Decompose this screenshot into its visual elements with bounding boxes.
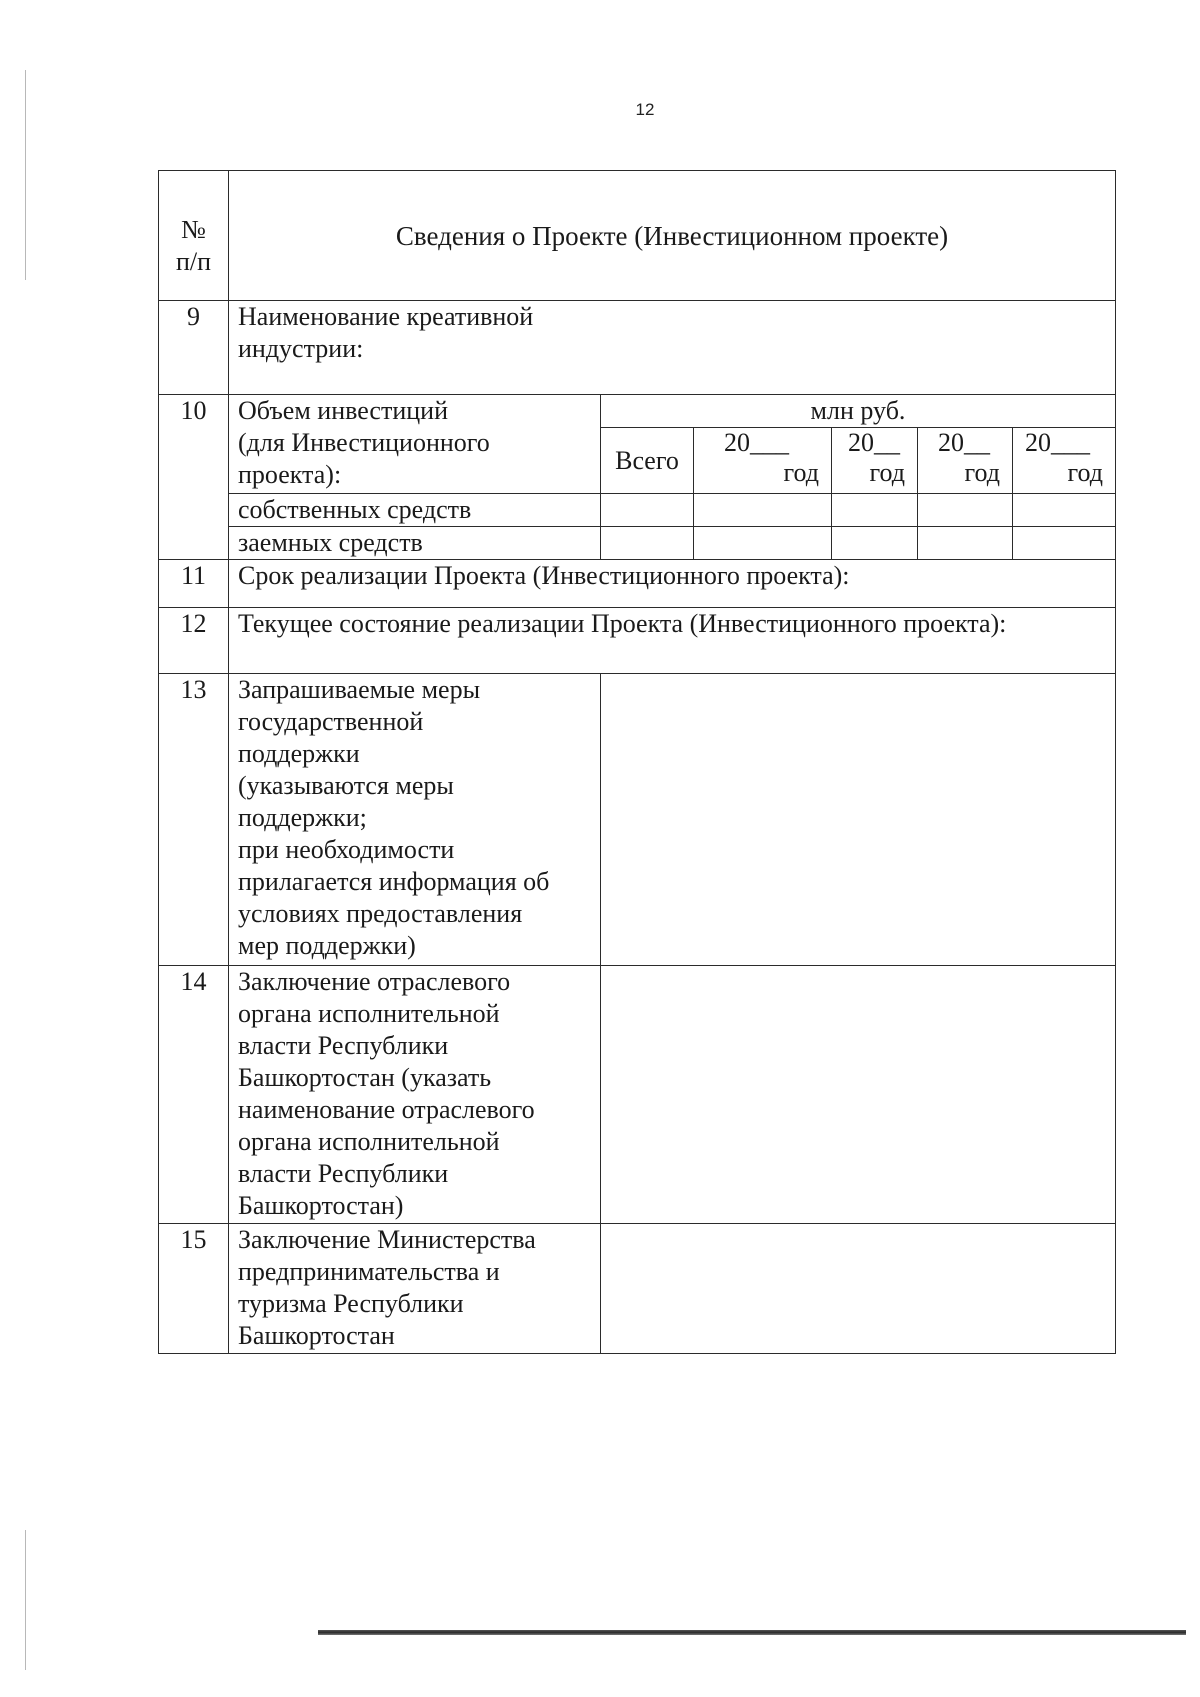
- year-column-2: [832, 428, 918, 494]
- label-line: проекта):: [238, 460, 342, 489]
- label-line: Наименование креативной: [238, 302, 534, 331]
- borrowed-funds-total: [601, 527, 694, 560]
- year-column-3: [918, 428, 1013, 494]
- row-13-label: [229, 674, 601, 966]
- header-num-abbr: п/п: [175, 246, 212, 276]
- label-line: Башкортостан (указать: [238, 1063, 492, 1092]
- label-line: Заключение отраслевого: [238, 967, 511, 996]
- row-number: 10: [159, 395, 229, 560]
- row-number: 11: [159, 560, 229, 608]
- label-line: Заключение Министерства: [238, 1225, 536, 1254]
- scan-edge-mark-bottom: [25, 1530, 26, 1670]
- total-header: Всего: [601, 428, 694, 494]
- year-value: 20___: [1025, 428, 1090, 457]
- scan-bottom-streak: [318, 1630, 1186, 1635]
- label-line: Объем инвестиций: [238, 396, 448, 425]
- row-15: [159, 1224, 1116, 1354]
- borrowed-funds-label: заемных средств: [229, 527, 601, 560]
- row-10-borrowed-funds: [159, 527, 1116, 560]
- own-funds-label: собственных средств: [229, 494, 601, 527]
- year-value: 20__: [938, 428, 990, 457]
- row-13: [159, 674, 1116, 966]
- row-10-label: [229, 395, 601, 494]
- label-line: туризма Республики: [238, 1289, 464, 1318]
- own-funds-year-3: [918, 494, 1013, 527]
- row-10-own-funds: [159, 494, 1116, 527]
- borrowed-funds-year-1: [694, 527, 832, 560]
- label-line: при необходимости: [238, 835, 455, 864]
- row-number: 12: [159, 608, 229, 674]
- row-9-label: [229, 301, 1116, 395]
- year-unit: год: [783, 458, 819, 487]
- own-funds-year-1: [694, 494, 832, 527]
- year-column-1: [694, 428, 832, 494]
- row-14-label: [229, 966, 601, 1224]
- label-line: Запрашиваемые меры: [238, 675, 481, 704]
- row-11-label: Срок реализации Проекта (Инвестиционного проекта):: [229, 560, 1116, 608]
- label-line: поддержки;: [238, 803, 367, 832]
- borrowed-funds-year-2: [832, 527, 918, 560]
- row-12: [159, 608, 1116, 674]
- label-line: органа исполнительной: [238, 999, 500, 1028]
- page-number: 12: [635, 100, 655, 119]
- row-15-label: [229, 1224, 601, 1354]
- row-9: [159, 301, 1116, 395]
- row-10-unit: [159, 395, 1116, 428]
- label-line: (для Инвестиционного: [238, 428, 490, 457]
- label-line: власти Республики: [238, 1159, 449, 1188]
- header-num-cell: [159, 171, 229, 301]
- borrowed-funds-year-3: [918, 527, 1013, 560]
- label-line: мер поддержки): [238, 931, 416, 960]
- row-13-value: [601, 674, 1116, 966]
- label-line: Башкортостан): [238, 1191, 404, 1220]
- label-line: условиях предоставления: [238, 899, 523, 928]
- own-funds-total: [601, 494, 694, 527]
- borrowed-funds-year-4: [1013, 527, 1116, 560]
- label-line: Башкортостан: [238, 1321, 395, 1350]
- header-title: Сведения о Проекте (Инвестиционном проекте): [229, 171, 1116, 301]
- row-11: [159, 560, 1116, 608]
- row-12-label: Текущее состояние реализации Проекта (Инвестиционного проекта):: [229, 608, 1116, 674]
- project-info-table: [158, 170, 1116, 1354]
- header-row: [159, 171, 1116, 301]
- header-num-symbol: №: [181, 214, 206, 244]
- label-line: наименование отраслевого: [238, 1095, 535, 1124]
- row-15-value: [601, 1224, 1116, 1354]
- year-value: 20__: [848, 428, 900, 457]
- row-number: 9: [159, 301, 229, 395]
- unit-header: млн руб.: [601, 395, 1116, 428]
- own-funds-year-4: [1013, 494, 1116, 527]
- own-funds-year-2: [832, 494, 918, 527]
- year-unit: год: [1067, 458, 1103, 487]
- label-line: (указываются меры: [238, 771, 454, 800]
- label-line: индустрии:: [238, 334, 364, 363]
- year-value: 20___: [724, 428, 789, 457]
- year-unit: год: [869, 458, 905, 487]
- row-number: 15: [159, 1224, 229, 1354]
- label-line: предпринимательства и: [238, 1257, 500, 1286]
- row-number: 14: [159, 966, 229, 1224]
- label-line: государственной: [238, 707, 424, 736]
- row-14: [159, 966, 1116, 1224]
- label-line: органа исполнительной: [238, 1127, 500, 1156]
- label-line: поддержки: [238, 739, 360, 768]
- year-column-4: [1013, 428, 1116, 494]
- row-number: 13: [159, 674, 229, 966]
- year-unit: год: [964, 458, 1000, 487]
- row-14-value: [601, 966, 1116, 1224]
- label-line: прилагается информация об: [238, 867, 550, 896]
- label-line: власти Республики: [238, 1031, 449, 1060]
